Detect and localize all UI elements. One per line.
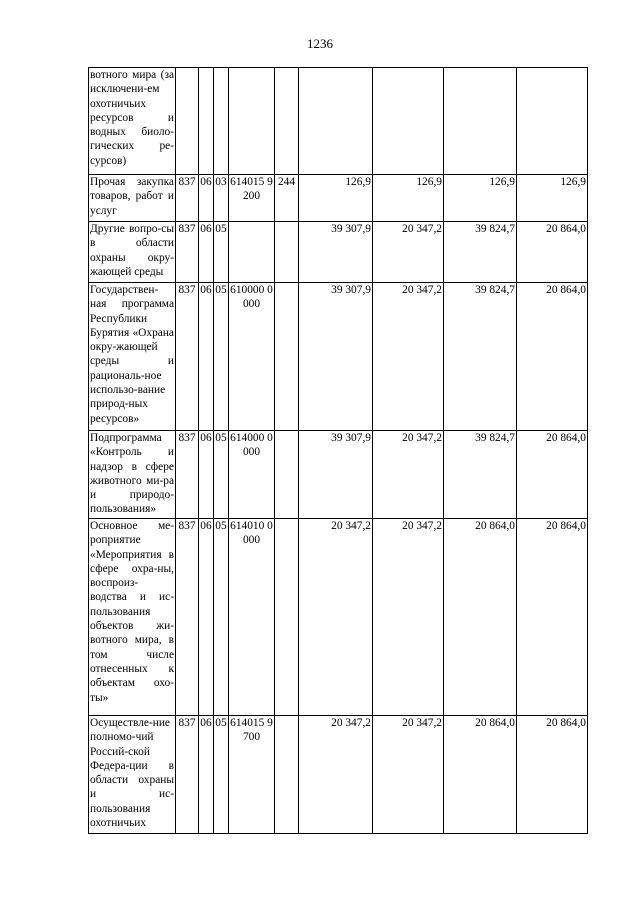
table-row	[89, 175, 588, 222]
row-name: Основное ме-роприятие «Мероприятия в сфере охра-ны, воспроиз-водства и ис-пользования объектов жи-вотного мира, в том числе отнесенных к объектам охо-ты»	[89, 519, 176, 716]
cell-value-4: 20 864,0	[517, 283, 588, 431]
cell-value-3: 39 824,7	[444, 431, 517, 519]
cell-csr: 610000 0000	[229, 283, 275, 431]
cell-gr: 837	[176, 175, 199, 222]
cell-pr: 05	[214, 431, 229, 519]
cell-pr: 05	[214, 222, 229, 283]
cell-rz	[199, 68, 214, 175]
cell-value-2: 20 347,2	[373, 431, 444, 519]
cell-vr: 244	[275, 175, 299, 222]
cell-csr	[229, 222, 275, 283]
cell-value-4: 20 864,0	[517, 222, 588, 283]
cell-csr: 614015 9700	[229, 716, 275, 834]
cell-value-4: 20 864,0	[517, 716, 588, 834]
cell-vr	[275, 283, 299, 431]
cell-gr: 837	[176, 283, 199, 431]
cell-value-3	[444, 68, 517, 175]
cell-value-1: 39 307,9	[299, 431, 373, 519]
table-row	[89, 519, 588, 716]
cell-value-1: 126,9	[299, 175, 373, 222]
cell-vr	[275, 222, 299, 283]
row-name: Другие вопро-сы в области охраны окру-жающей среды	[89, 222, 176, 283]
table-row	[89, 283, 588, 431]
cell-csr: 614015 9200	[229, 175, 275, 222]
cell-pr: 05	[214, 519, 229, 716]
table-row	[89, 222, 588, 283]
cell-value-4	[517, 68, 588, 175]
cell-gr: 837	[176, 222, 199, 283]
cell-pr: 05	[214, 283, 229, 431]
cell-gr: 837	[176, 431, 199, 519]
budget-table	[88, 67, 588, 834]
cell-value-1: 20 347,2	[299, 519, 373, 716]
row-name: Подпрограмма «Контроль и надзор в сфере животного ми-ра и природо-пользования»	[89, 431, 176, 519]
cell-gr: 837	[176, 519, 199, 716]
cell-csr: 614000 0000	[229, 431, 275, 519]
cell-value-2: 20 347,2	[373, 283, 444, 431]
cell-vr	[275, 431, 299, 519]
cell-value-1: 39 307,9	[299, 283, 373, 431]
cell-rz: 06	[199, 716, 214, 834]
table-row	[89, 68, 588, 175]
cell-value-1	[299, 68, 373, 175]
cell-value-3: 20 864,0	[444, 519, 517, 716]
cell-pr: 03	[214, 175, 229, 222]
page-number: 1236	[307, 36, 333, 51]
cell-value-3: 20 864,0	[444, 716, 517, 834]
cell-value-3: 126,9	[444, 175, 517, 222]
cell-value-1: 20 347,2	[299, 716, 373, 834]
cell-value-1: 39 307,9	[299, 222, 373, 283]
table-row	[89, 431, 588, 519]
cell-csr	[229, 68, 275, 175]
cell-rz: 06	[199, 431, 214, 519]
cell-value-3: 39 824,7	[444, 222, 517, 283]
cell-rz: 06	[199, 175, 214, 222]
cell-value-2	[373, 68, 444, 175]
row-name: Государствен-ная программа Республики Бурятия «Охрана окру-жающей среды и рациональ-ное использо-вание природ-ных ресурсов»	[89, 283, 176, 431]
cell-vr	[275, 519, 299, 716]
table-row	[89, 716, 588, 834]
cell-value-4: 20 864,0	[517, 431, 588, 519]
cell-value-2: 20 347,2	[373, 222, 444, 283]
cell-value-3: 39 824,7	[444, 283, 517, 431]
cell-rz: 06	[199, 283, 214, 431]
cell-gr	[176, 68, 199, 175]
cell-csr: 614010 0000	[229, 519, 275, 716]
cell-rz: 06	[199, 519, 214, 716]
cell-pr	[214, 68, 229, 175]
cell-vr	[275, 68, 299, 175]
row-name: вотного мира (за исключени-ем охотничьих ресурсов и водных биоло-гических ре-сурсов)	[89, 68, 176, 175]
cell-vr	[275, 716, 299, 834]
cell-value-4: 126,9	[517, 175, 588, 222]
cell-value-2: 20 347,2	[373, 519, 444, 716]
cell-value-2: 20 347,2	[373, 716, 444, 834]
cell-pr: 05	[214, 716, 229, 834]
row-name: Прочая закупка товаров, работ и услуг	[89, 175, 176, 222]
cell-rz: 06	[199, 222, 214, 283]
cell-value-2: 126,9	[373, 175, 444, 222]
row-name: Осуществле-ние полномо-чий Россий-ской Федера-ции в области охраны и ис-пользования охотничьих	[89, 716, 176, 834]
cell-value-4: 20 864,0	[517, 519, 588, 716]
cell-gr: 837	[176, 716, 199, 834]
